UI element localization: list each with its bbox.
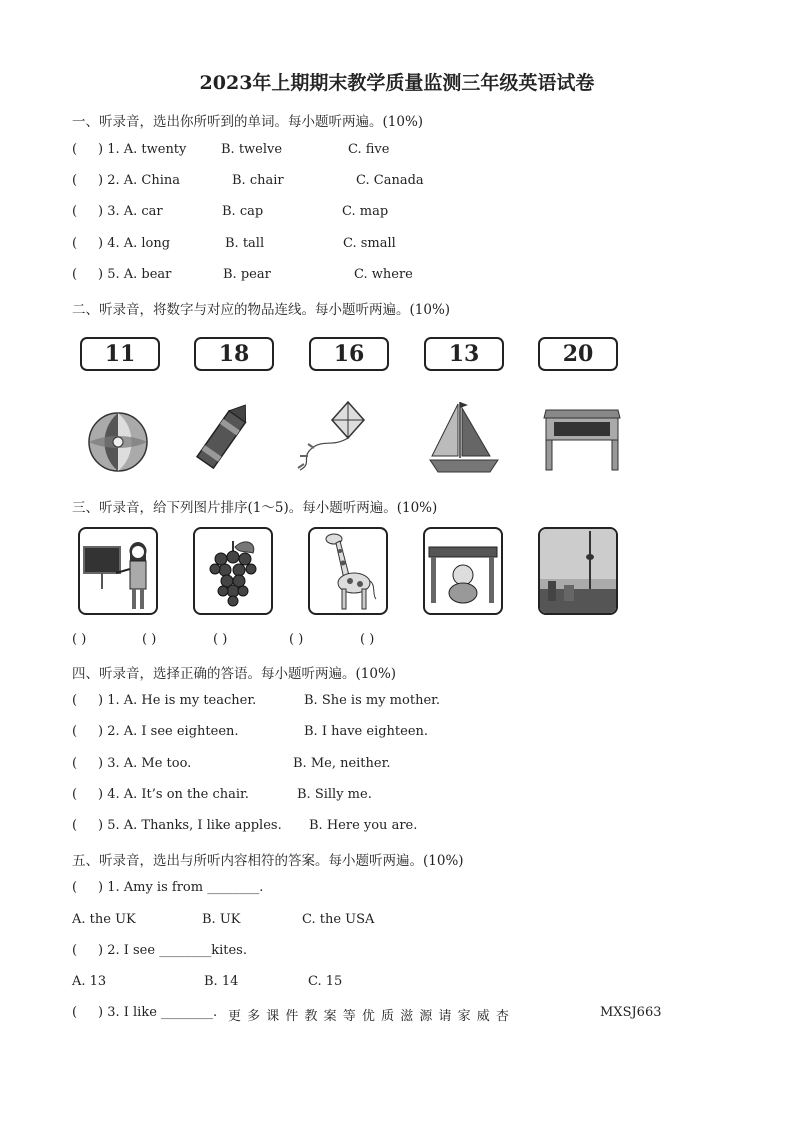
question-5-1: ) 1. Amy is from ________. xyxy=(98,880,264,895)
question-1-5: ) 5. A. bear xyxy=(98,267,172,282)
paren: ( xyxy=(72,1005,78,1020)
option-a: A. 13 xyxy=(72,974,107,989)
option-b: B. Silly me. xyxy=(297,787,372,802)
giraffe-icon xyxy=(310,529,386,613)
section-3-heading: 三、听录音，给下列图片排序(1～5)。每小题听两遍。(10%) xyxy=(72,500,438,516)
paren: ( xyxy=(72,818,78,833)
option-b: B. Me, neither. xyxy=(293,756,391,771)
option-c: C. small xyxy=(343,236,396,251)
question-4-3: ) 3. A. Me too. xyxy=(98,756,192,771)
section-2-heading: 二、听录音，将数字与对应的物品连线。每小题听两遍。(10%) xyxy=(72,302,451,318)
sailboat-icon[interactable] xyxy=(428,398,500,476)
option-c: C. where xyxy=(354,267,413,282)
option-a: A. the UK xyxy=(72,912,136,927)
number-box[interactable]: 11 xyxy=(80,337,160,371)
crayon-icon[interactable] xyxy=(195,398,251,476)
section-5-heading: 五、听录音，选出与所听内容相符的答案。每小题听两遍。(10%) xyxy=(72,853,464,869)
question-5-3: ) 3. I like ________. xyxy=(98,1005,218,1020)
answer-blank[interactable]: ( ) xyxy=(142,632,157,647)
question-4-1: ) 1. A. He is my teacher. xyxy=(98,693,257,708)
question-1-1: ) 1. A. twenty xyxy=(98,142,187,157)
section-4-heading: 四、听录音，选择正确的答语。每小题听两遍。(10%) xyxy=(72,666,397,682)
answer-blank[interactable]: ( ) xyxy=(213,632,228,647)
option-b: B. chair xyxy=(232,173,284,188)
number-box[interactable]: 13 xyxy=(424,337,504,371)
question-4-5: ) 5. A. Thanks, I like apples. xyxy=(98,818,282,833)
picture-grapes[interactable] xyxy=(193,527,273,615)
answer-blank[interactable]: ( ) xyxy=(360,632,375,647)
paren: ( xyxy=(72,693,78,708)
option-c: C. the USA xyxy=(302,912,375,927)
paren: ( xyxy=(72,943,78,958)
option-b: B. She is my mother. xyxy=(304,693,441,708)
teacher-icon xyxy=(80,529,156,613)
option-b: B. twelve xyxy=(221,142,283,157)
answer-blank[interactable]: ( ) xyxy=(289,632,304,647)
paren: ( xyxy=(72,142,78,157)
tv-tower-icon xyxy=(540,529,616,613)
option-c: C. five xyxy=(348,142,390,157)
paren: ( xyxy=(72,724,78,739)
watermark-text: 更 多 课 件 教 案 等 优 质 滋 源 请 家 威 杏 xyxy=(228,1009,510,1024)
question-5-2: ) 2. I see ________kites. xyxy=(98,943,247,958)
paren: ( xyxy=(72,236,78,251)
kite-icon[interactable] xyxy=(292,398,370,476)
picture-giraffe[interactable] xyxy=(308,527,388,615)
question-4-2: ) 2. A. I see eighteen. xyxy=(98,724,239,739)
desk-with-boy-icon xyxy=(425,529,501,613)
option-b: B. 14 xyxy=(204,974,239,989)
question-1-2: ) 2. A. China xyxy=(98,173,180,188)
desk-icon[interactable] xyxy=(542,398,622,474)
answer-blank[interactable]: ( ) xyxy=(72,632,87,647)
paren: ( xyxy=(72,787,78,802)
option-c: C. Canada xyxy=(356,173,424,188)
option-b: B. pear xyxy=(223,267,271,282)
number-box[interactable]: 18 xyxy=(194,337,274,371)
option-b: B. I have eighteen. xyxy=(304,724,429,739)
option-c: C. 15 xyxy=(308,974,343,989)
grapes-icon xyxy=(195,529,271,613)
section-1-heading: 一、听录音，选出你所听到的单词。每小题听两遍。(10%) xyxy=(72,114,424,130)
option-b: B. cap xyxy=(222,204,264,219)
paren: ( xyxy=(72,267,78,282)
picture-teacher[interactable] xyxy=(78,527,158,615)
option-c: C. map xyxy=(342,204,389,219)
paren: ( xyxy=(72,204,78,219)
question-1-3: ) 3. A. car xyxy=(98,204,163,219)
option-b: B. tall xyxy=(225,236,265,251)
paren: ( xyxy=(72,173,78,188)
picture-boy-under-desk[interactable] xyxy=(423,527,503,615)
paren: ( xyxy=(72,756,78,771)
picture-tower[interactable] xyxy=(538,527,618,615)
number-box[interactable]: 16 xyxy=(309,337,389,371)
beach-ball-icon[interactable] xyxy=(86,398,154,474)
page-title: 2023年上期期末教学质量监测三年级英语试卷 xyxy=(199,72,595,94)
question-4-4: ) 4. A. It’s on the chair. xyxy=(98,787,249,802)
option-b: B. UK xyxy=(202,912,241,927)
number-box[interactable]: 20 xyxy=(538,337,618,371)
option-b: B. Here you are. xyxy=(309,818,418,833)
paren: ( xyxy=(72,880,78,895)
question-1-4: ) 4. A. long xyxy=(98,236,171,251)
document-code: MXSJ663 xyxy=(600,1005,662,1020)
